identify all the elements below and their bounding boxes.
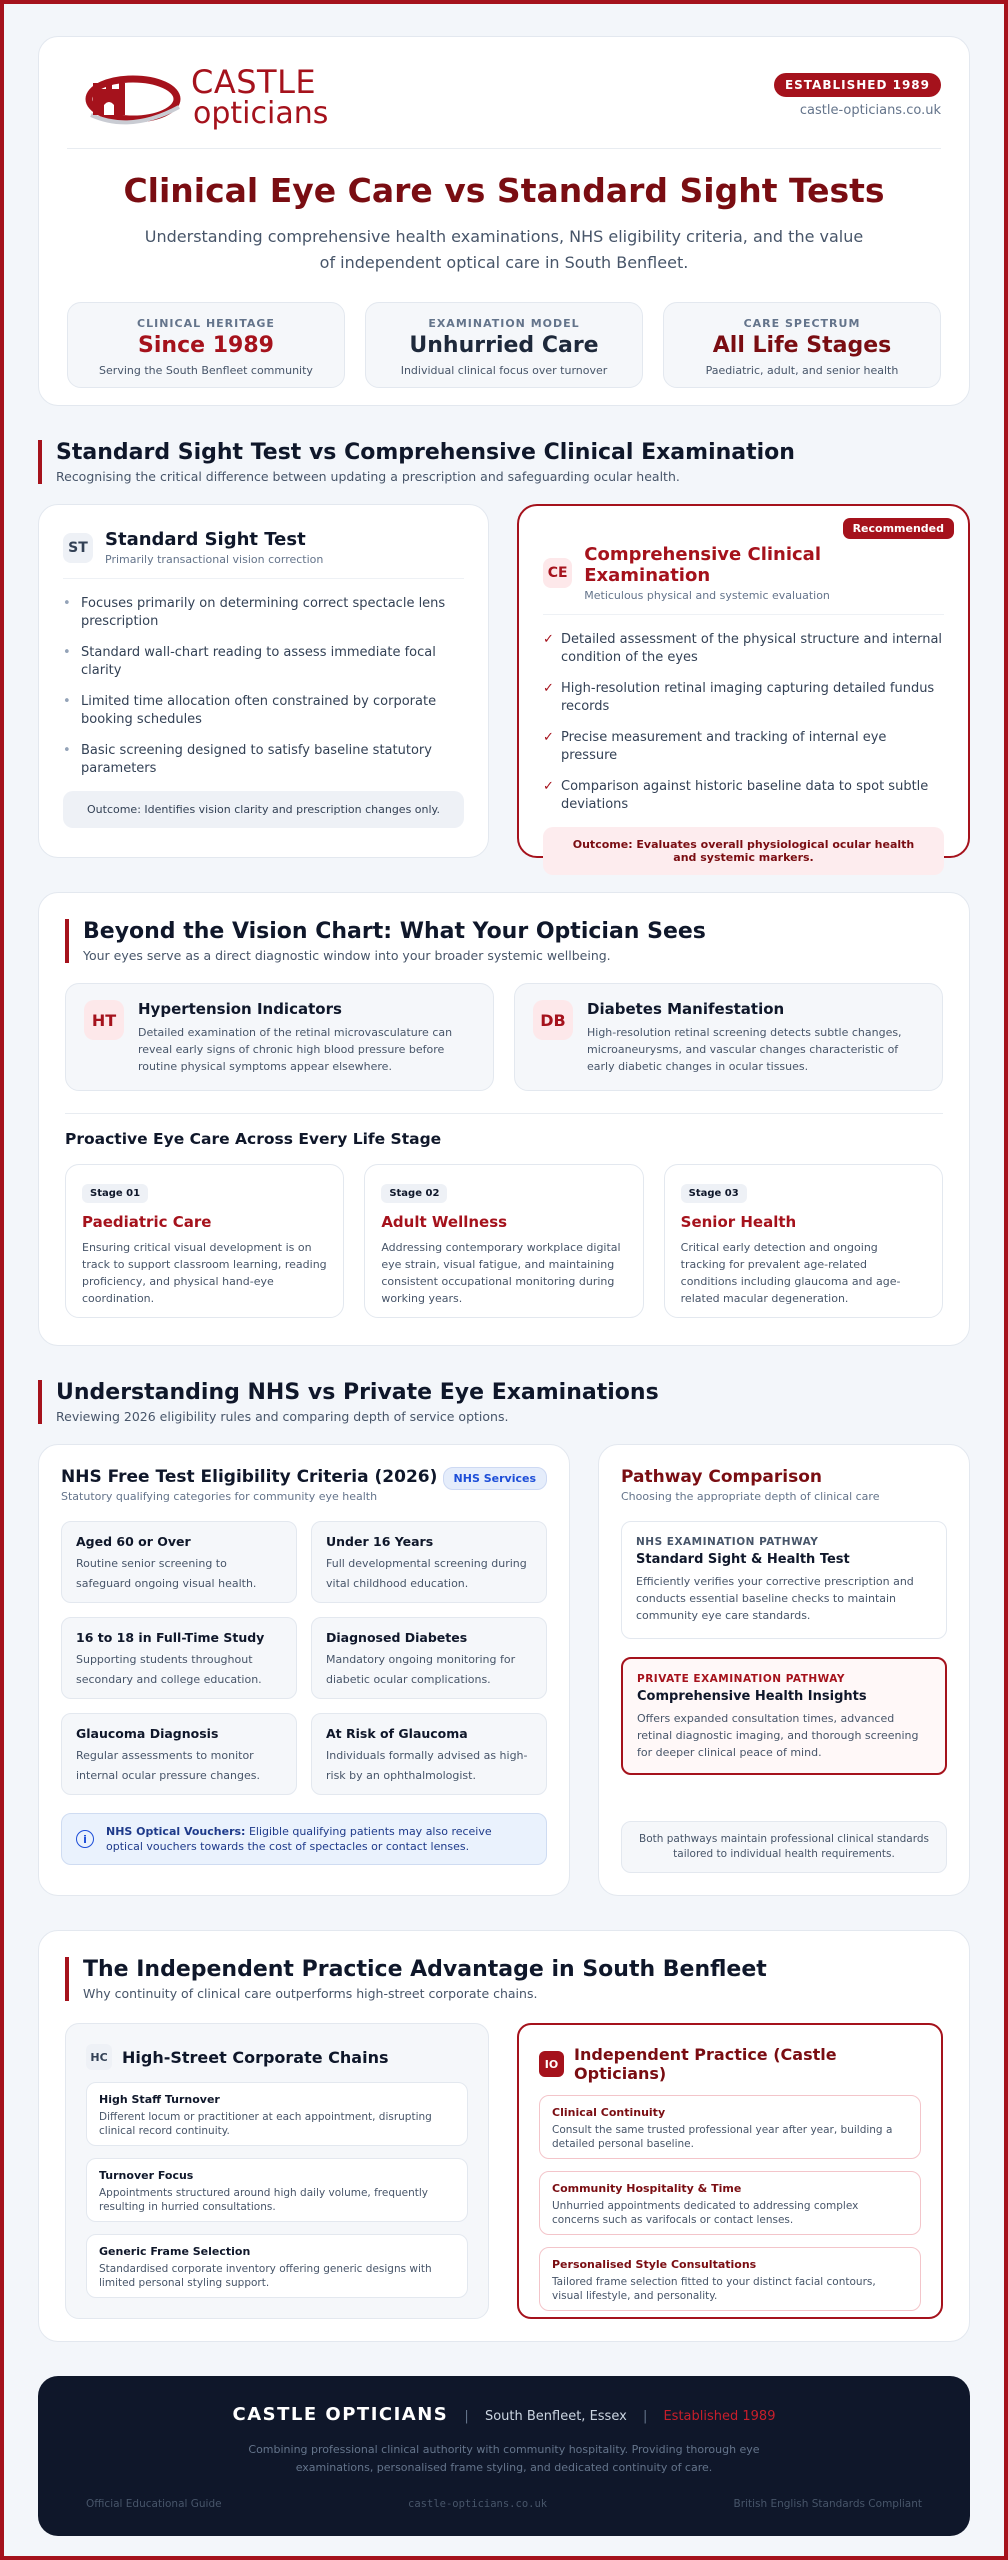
practice-item-title: Community Hospitality & Time [552,2182,742,2195]
established-badge: ESTABLISHED 1989 [774,73,941,97]
stage-card [65,1164,344,1318]
voucher-note [61,1813,547,1865]
list-item: • Limited time allocation often constrained by corporate booking schedules [63,693,464,729]
stage-title: Adult Wellness [381,1213,508,1231]
footer-compliance: British English Standards Compliant [733,2498,922,2510]
stat-desc: Individual clinical focus over turnover [400,364,608,377]
indicator-card [65,983,494,1091]
indicator-title: Diabetes Manifestation [587,1000,785,1018]
footer-guide-label: Official Educational Guide [86,2498,222,2510]
independent-columns [65,2023,943,2319]
indicator-title: Hypertension Indicators [138,1000,342,1018]
stage-badge: Stage 01 [82,1184,148,1203]
criteria-item [311,1713,547,1795]
criteria-item-title: Glaucoma Diagnosis [76,1726,219,1741]
beyond-chart-card [38,892,970,1346]
criteria-item-desc: Full developmental screening during vital childhood education. [326,1557,527,1590]
list-item: ✓ Precise measurement and tracking of internal eye pressure [543,729,944,765]
indicator-desc: Detailed examination of the retinal microvasculature can reveal early signs of chronic high blood pressure before routine physical symptoms appear elsewhere. [138,1026,453,1073]
independent-section-header [65,1957,943,2001]
stat-card [67,302,345,388]
indicator-abbr-badge: DB [533,1000,573,1040]
list-item: • Focuses primarily on determining correct spectacle lens prescription [63,595,464,631]
pathway-subtitle: Choosing the appropriate depth of clinical care [621,1490,880,1503]
chain-item [86,2158,468,2222]
pathway-desc: Offers expanded consultation times, advanced retinal diagnostic imaging, and thorough screening for deeper clinical peace of mind. [637,1712,919,1759]
recommended-badge: Recommended [843,518,954,539]
standard-outcome: Outcome: Identifies vision clarity and prescription changes only. [63,791,464,828]
clinical-subtitle: Meticulous physical and systemic evaluation [584,589,830,602]
stat-card [365,302,643,388]
nhs-services-badge: NHS Services [443,1467,547,1490]
voucher-text: Eligible qualifying patients may also receive optical vouchers towards the cost of spectacles or contact lenses. [106,1825,492,1853]
page-subtitle: Understanding comprehensive health examinations, NHS eligibility criteria, and the value of independent optical care in South Benfleet. [144,227,864,272]
list-item: ✓ Comparison against historic baseline data to spot subtle deviations [543,778,944,814]
castle-logo-icon [81,63,181,133]
stage-desc: Critical early detection and ongoing tracking for prevalent age-related conditions including glaucoma and age-related macular degeneration. [680,1241,901,1305]
footer-description: Combining professional clinical authority with community hospitality. Providing thorough eye examinations, personalised frame styling, and dedicated continuity of care. [248,2443,760,2474]
standard-subtitle: Primarily transactional vision correction [105,553,324,566]
criteria-item [311,1617,547,1699]
chains-column [65,2023,489,2319]
pathway-kicker: NHS EXAMINATION PATHWAY [636,1536,819,1548]
criteria-item-title: Under 16 Years [326,1534,434,1549]
criteria-item [311,1521,547,1603]
criteria-item-desc: Regular assessments to monitor internal ocular pressure changes. [76,1749,260,1782]
nhs-title: Understanding NHS vs Private Eye Examinations [56,1380,659,1405]
independent-subtitle: Why continuity of clinical care outperforms high-street corporate chains. [83,1986,538,2001]
practice-item-desc: Unhurried appointments dedicated to addressing complex concerns such as varifocals or contact lenses. [552,2200,859,2226]
criteria-item-title: 16 to 18 in Full-Time Study [76,1630,265,1645]
page [4,4,1004,2556]
criteria-item-desc: Individuals formally advised as high-risk by an ophthalmologist. [326,1749,528,1782]
criteria-item [61,1521,297,1603]
chain-item-title: Generic Frame Selection [99,2245,251,2258]
stat-value: Unhurried Care [409,333,599,358]
clinical-abbr-badge: CE [543,558,572,588]
criteria-item-desc: Mandatory ongoing monitoring for diabetic ocular complications. [326,1653,516,1686]
page-title: Clinical Eye Care vs Standard Sight Tests [123,171,885,210]
chain-item [86,2234,468,2298]
clinical-exam-card [517,504,970,864]
pathway-desc: Efficiently verifies your corrective prescription and conducts essential baseline checks to maintain community eye care standards. [636,1575,914,1622]
beyond-title: Beyond the Vision Chart: What Your Optician Sees [83,919,706,944]
pathway-card [598,1444,970,1896]
stage-title: Paediatric Care [82,1213,212,1231]
stage-desc: Addressing contemporary workplace digital eye strain, visual fatigue, and maintaining consistent occupational monitoring during working years. [381,1241,621,1305]
list-item: • Basic screening designed to satisfy baseline statutory parameters [63,742,464,778]
criteria-item [61,1713,297,1795]
logo-line2: opticians [193,96,329,131]
beyond-section-header [65,919,943,963]
standard-test-card [38,504,489,858]
footer-separator: | [642,2409,648,2424]
footer-location: South Benfleet, Essex [484,2409,627,2424]
chains-title: High-Street Corporate Chains [122,2047,389,2067]
stat-card [663,302,941,388]
stat-kicker: EXAMINATION MODEL [428,317,580,330]
criteria-item-desc: Routine senior screening to safeguard ongoing visual health. [76,1557,257,1590]
standard-points [63,595,464,778]
logo[interactable] [81,63,328,133]
compare-section-header [38,440,970,484]
practice-item [539,2171,921,2235]
stage-badge: Stage 03 [681,1184,747,1203]
footer-established: Established 1989 [663,2409,776,2424]
info-icon: i [76,1830,94,1848]
pathway-heading: Standard Sight & Health Test [636,1552,850,1567]
compare-subtitle: Recognising the critical difference between updating a prescription and safeguarding ocular health. [56,469,680,484]
stat-desc: Paediatric, adult, and senior health [705,364,899,377]
criteria-item [61,1617,297,1699]
pathway-title: Pathway Comparison [621,1467,822,1487]
practice-item-desc: Consult the same trusted professional year after year, building a detailed personal baseline. [552,2124,893,2150]
criteria-item-title: At Risk of Glaucoma [326,1726,468,1741]
indicator-abbr-badge: HT [84,1000,124,1040]
private-pathway-box [621,1657,947,1775]
stages-row [65,1164,943,1318]
chains-abbr-badge: HC [86,2044,112,2070]
standard-title: Standard Sight Test [105,529,306,550]
practice-item [539,2095,921,2159]
chain-item-desc: Different locum or practitioner at each appointment, disrupting clinical record continuity. [99,2111,432,2137]
stats-row [67,302,941,388]
practice-item-title: Personalised Style Consultations [552,2258,757,2271]
clinical-title: Comprehensive Clinical Examination [584,544,822,586]
pathway-kicker: PRIVATE EXAMINATION PATHWAY [637,1673,846,1685]
pathway-note: Both pathways maintain professional clinical standards tailored to individual health requirements. [621,1821,947,1873]
stage-title: Senior Health [680,1213,797,1231]
header-url[interactable]: castle-opticians.co.uk [799,103,941,118]
footer-brand: CASTLE OPTICIANS [232,2404,449,2425]
footer [38,2376,970,2536]
stat-desc: Serving the South Benfleet community [99,364,313,377]
chain-item-title: Turnover Focus [99,2169,194,2182]
criteria-subtitle: Statutory qualifying categories for community eye health [61,1490,378,1503]
voucher-label: NHS Optical Vouchers: [106,1825,246,1838]
stat-value: All Life Stages [712,333,892,358]
practice-abbr-badge: IO [539,2051,564,2077]
nhs-pathway-box [621,1521,947,1639]
chain-item [86,2082,468,2146]
independent-card [38,1930,970,2342]
indicator-desc: High-resolution retinal screening detects subtle changes, microaneurysms, and vascular changes characteristic of early diabetic changes in ocular tissues. [587,1026,902,1073]
clinical-points [543,631,944,814]
hero-card [38,36,970,406]
nhs-section-header [38,1380,970,1424]
list-item: ✓ Detailed assessment of the physical structure and internal condition of the eyes [543,631,944,667]
indicator-card [514,983,943,1091]
nhs-subtitle: Reviewing 2026 eligibility rules and comparing depth of service options. [56,1409,509,1424]
footer-url[interactable]: castle-opticians.co.uk [408,2498,548,2510]
criteria-item-desc: Supporting students throughout secondary and college education. [76,1653,262,1686]
criteria-item-title: Diagnosed Diabetes [326,1630,468,1645]
footer-separator: | [464,2409,469,2424]
chain-item-desc: Appointments structured around high daily volume, frequently resulting in hurried consultations. [99,2187,429,2213]
clinical-outcome: Outcome: Evaluates overall physiological ocular health and systemic markers. [543,827,944,875]
practice-title: Independent Practice (Castle Opticians) [574,2045,837,2083]
nhs-criteria-card [38,1444,570,1896]
stage-desc: Ensuring critical visual development is on track to support classroom learning, reading proficiency, and physical hand-eye coordination. [82,1241,327,1305]
stat-value: Since 1989 [138,333,274,358]
practice-column [517,2023,943,2319]
nhs-row [38,1444,970,1896]
compare-title: Standard Sight Test vs Comprehensive Clinical Examination [56,440,795,465]
practice-item-title: Clinical Continuity [552,2106,666,2119]
standard-abbr-badge: ST [63,533,93,563]
pathway-heading: Comprehensive Health Insights [637,1689,867,1704]
list-item: ✓ High-resolution retinal imaging capturing detailed fundus records [543,680,944,716]
stat-kicker: CARE SPECTRUM [743,317,861,330]
stage-card [364,1164,643,1318]
chain-item-desc: Standardised corporate inventory offering generic designs with limited personal styling support. [99,2263,432,2289]
comparison-row [38,504,970,864]
criteria-item-title: Aged 60 or Over [76,1534,191,1549]
independent-title: The Independent Practice Advantage in South Benfleet [83,1957,767,1982]
indicators-row [65,983,943,1091]
stage-card [664,1164,943,1318]
lifestage-title: Proactive Eye Care Across Every Life Stage [65,1130,442,1148]
header-bar [67,63,941,149]
chain-item-title: High Staff Turnover [99,2093,220,2106]
criteria-grid [61,1521,547,1795]
logo-line1: CASTLE [191,63,317,101]
stage-badge: Stage 02 [381,1184,447,1203]
stat-kicker: CLINICAL HERITAGE [137,317,275,330]
divider [65,1113,943,1114]
beyond-subtitle: Your eyes serve as a direct diagnostic window into your broader systemic wellbeing. [83,948,611,963]
practice-item-desc: Tailored frame selection fitted to your distinct facial contours, visual lifestyle, and personality. [552,2276,876,2302]
criteria-title: NHS Free Test Eligibility Criteria (2026) [61,1467,438,1487]
list-item: • Standard wall-chart reading to assess immediate focal clarity [63,644,464,680]
practice-item [539,2247,921,2311]
